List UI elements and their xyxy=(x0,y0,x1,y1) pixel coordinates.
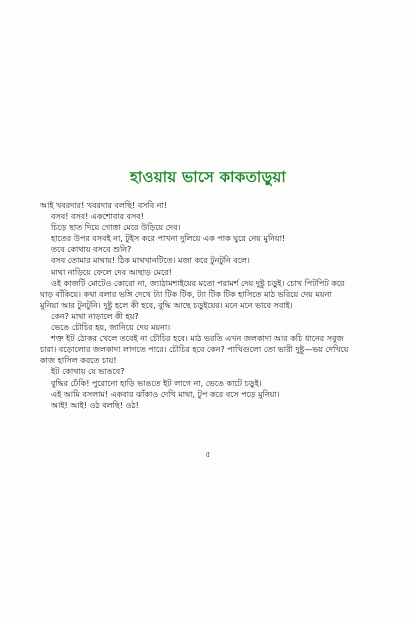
page-title: হাওয়ায় ভাসে কাকতাড়ুয়া xyxy=(130,168,286,186)
text-line: ভেঙে চৌচির হয়, জানিয়ে দেয় ময়না। xyxy=(51,323,171,333)
text-line: কাজ হাসিল করতে চায়! xyxy=(40,356,117,366)
text-line: শক্ত ইট ঠোকর খেলে তবেই না চৌচির হবে। মাঠ ভরতি এখন জলকাদা আর কচি ধানের সবুজ xyxy=(51,334,344,344)
text-line: বসব! বসব! একশোবার বসব! xyxy=(51,212,144,222)
text-line: আই! আই! ওঠ বলছি! ওঠ! xyxy=(51,400,139,410)
text-line: মাথা নাড়িয়ে ফেলে দেব আছাড় মেরে! xyxy=(51,267,172,277)
text-line: ঘাড় বাঁকিয়ে। কথা বলার ভঙ্গি দেখে ট্যা টিক টিক, ট্যা টিক টিক হাসিতে মাঠ ভরিয়ে দেয় ময়না xyxy=(40,289,332,299)
text-line: চিড়ে ছাত দিয়ে গোত্তা মেরে উড়িয়ে দেব। xyxy=(51,223,181,233)
text-line: বুদ্ধির ঢেঁকি! পুরোনো হাড়ি ভাঙতে ইট লাগে না, ভেঙে কাটে চড়ুই। xyxy=(51,378,262,388)
body-text xyxy=(40,200,380,411)
text-line: হাতের উপর বসবই না, টুইস করে পাখনা দুলিয়ে এক পাক ঘুরে নেয় মুনিয়া! xyxy=(51,234,286,244)
text-line: কেন? মাথা নাড়ালে কী হয়? xyxy=(51,311,139,321)
text-line: বসব তোমার মাথায়! ঠিক মাথখানটিতে। মজা করে টুনটুনি বলে। xyxy=(51,256,250,266)
text-line: ইট কোথায় যে ভাঙবে? xyxy=(51,367,125,377)
text-line: এই আমি বসলাম! একবার ঝাঁকাও দেখি মাথা, টুপ করে বসে পড়ে মুনিয়া। xyxy=(51,389,280,399)
text-line: ওই কাজটি মোটেও কোরো না, জ্যাঠামশাইয়ের মতো পরামর্শ দেয় দুষ্টু চড়ুই। চোখ পিটপিট করে xyxy=(51,278,345,288)
text-line: চারা। বড়োলোর জলকাদা লাগতে পারে। চৌচির হবে কেন? পাখিগুলো তো ভারী দুষ্টু—ভয় দেখিয়ে xyxy=(40,345,349,355)
text-line: আই খবরদার! খবরদার বলছি! বসবি না! xyxy=(40,201,168,210)
text-line: তবে কোথায় বসবে শুনি? xyxy=(51,245,132,255)
page-number: ৫ xyxy=(205,450,211,459)
text-line: মুনিয়া আর টুনটুনি। দুষ্টু হলে কী হবে, বুদ্ধি আছে চড়ুইয়ের। মনে মনে ভাবে সবাই। xyxy=(40,300,293,310)
